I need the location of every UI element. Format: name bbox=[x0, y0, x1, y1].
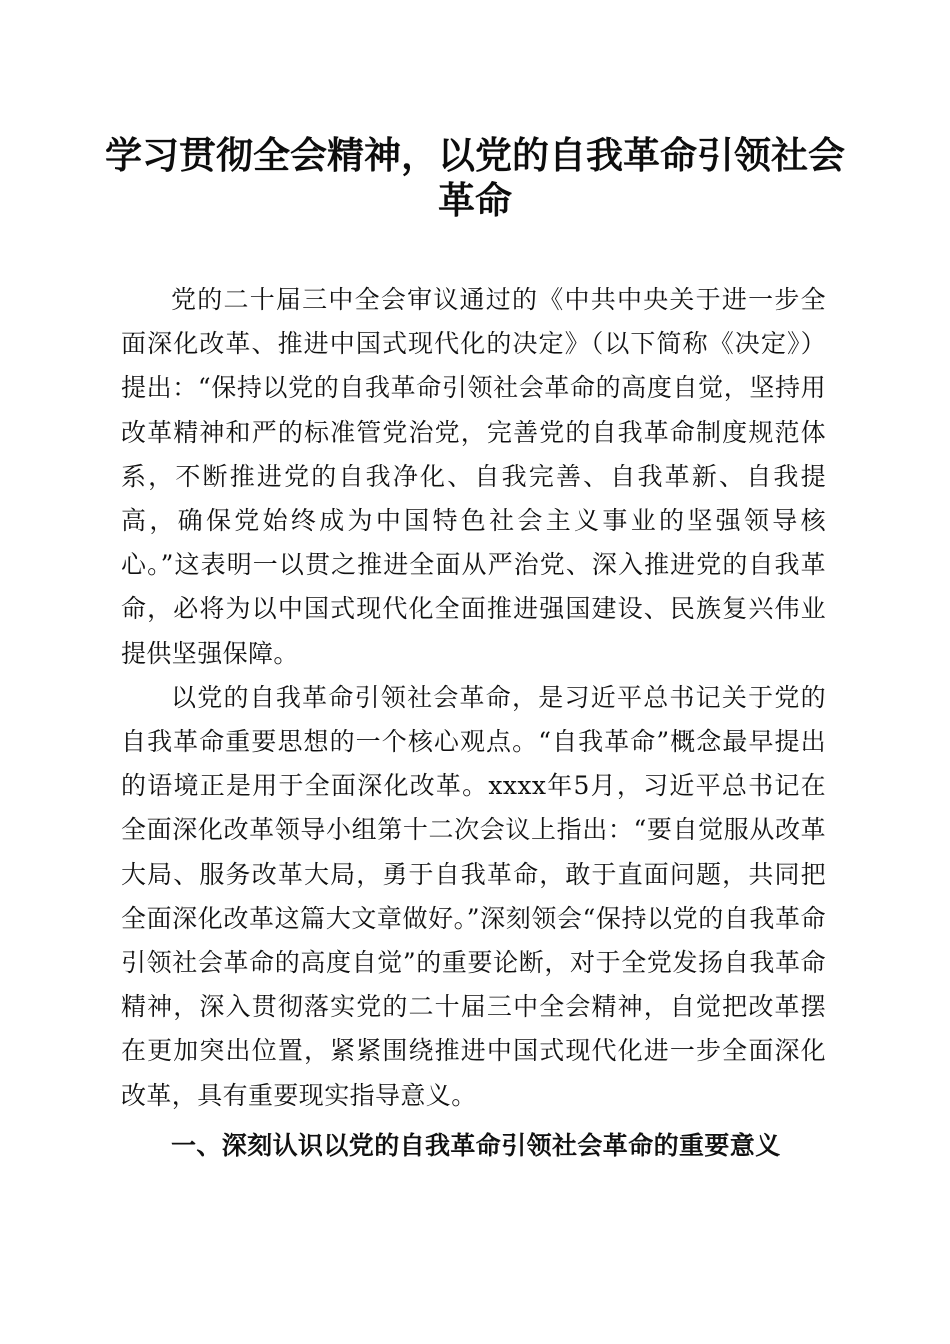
document-body bbox=[121, 278, 826, 1118]
document-title: 学习贯彻全会精神，以党的自我革命引领社会革命 bbox=[105, 133, 845, 222]
body-paragraph-1: 党的二十届三中全会审议通过的《中共中央关于进一步全面深化改革、推进中国式现代化的决定》（以下简称《决定》）提出：“保持以党的自我革命引领社会革命的高度自觉，坚持用改革精神和严的标准管党治党，完善党的自我革命制度规范体系，不断推进党的自我净化、自我完善、自我革新、自我提高，确保党始终成为中国特色社会主义事业的坚强领导核心。”这表明一以贯之推进全面从严治党、深入推进党的自我革命，必将为以中国式现代化全面推进强国建设、民族复兴伟业提供坚强保障。 bbox=[121, 285, 826, 668]
body-paragraph-2: 以党的自我革命引领社会革命，是习近平总书记关于党的自我革命重要思想的一个核心观点。“自我革命”概念最早提出的语境正是用于全面深化改革。xxxx年5月，习近平总书记在全面深化改革领导小组第十二次会议上指出：“要自觉服从改革大局、服务改革大局，勇于自我革命，敢于直面问题，共同把全面深化改革这篇大文章做好。”深刻领会“保持以党的自我革命引领社会革命的高度自觉”的重要论断，对于全党发扬自我革命精神，深入贯彻落实党的二十届三中全会精神，自觉把改革摆在更加突出位置，紧紧围绕推进中国式现代化进一步全面深化改革，具有重要现实指导意义。 bbox=[121, 682, 826, 1110]
section-heading: 一、深刻认识以党的自我革命引领社会革命的重要意义 bbox=[171, 1131, 781, 1160]
